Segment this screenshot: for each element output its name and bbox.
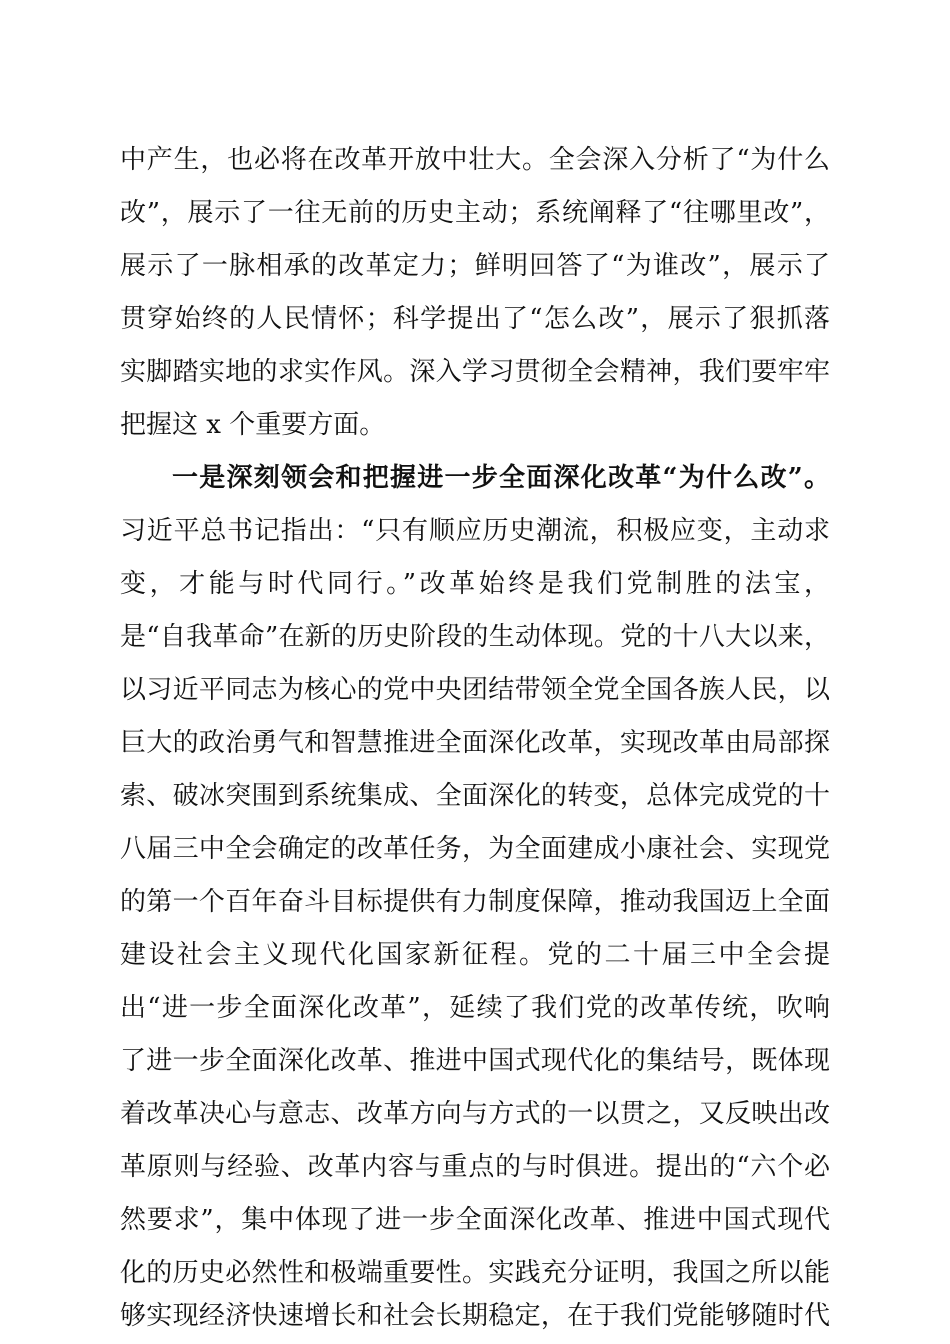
paragraph-2-line-7: 八届三中全会确定的改革任务，为全面建成小康社会、实现党 [120, 834, 830, 864]
paragraph-2-line-14: 然要求”，集中体现了进一步全面深化改革、推进中国式现代 [120, 1205, 830, 1235]
paragraph-2-line-5: 巨大的政治勇气和智慧推进全面深化改革，实现改革由局部探 [120, 728, 830, 758]
paragraph-2-line-2: 变，才能与时代同行。”改革始终是我们党制胜的法宝， [120, 569, 830, 599]
paragraph-2-line-1: 习近平总书记指出：“只有顺应历史潮流，积极应变，主动求 [120, 516, 830, 546]
paragraph-2-line-11: 了进一步全面深化改革、推进中国式现代化的集结号，既体现 [120, 1046, 830, 1076]
paragraph-2-line-3: 是“自我革命”在新的历史阶段的生动体现。党的十八大以来， [120, 622, 830, 652]
paragraph-1-line-3: 展示了一脉相承的改革定力；鲜明回答了“为谁改”，展示了 [120, 251, 830, 281]
paragraph-2-line-9: 建设社会主义现代化国家新征程。党的二十届三中全会提 [120, 940, 830, 970]
paragraph-2-line-4: 以习近平同志为核心的党中央团结带领全党全国各族人民，以 [120, 675, 830, 705]
paragraph-1-line-2: 改”，展示了一往无前的历史主动；系统阐释了“往哪里改”， [120, 198, 830, 228]
paragraph-2-line-8: 的第一个百年奋斗目标提供有力制度保障，推动我国迈上全面 [120, 887, 830, 917]
paragraph-2-line-6: 索、破冰突围到系统集成、全面深化的转变，总体完成党的十 [120, 781, 830, 811]
paragraph-1-line-1: 中产生，也必将在改革开放中壮大。全会深入分析了“为什么 [120, 145, 830, 175]
paragraph-1-line-4: 贯穿始终的人民情怀；科学提出了“怎么改”，展示了狠抓落 [120, 304, 830, 334]
paragraph-2-line-16: 够实现经济快速增长和社会长期稳定，在于我们党能够随时代 [120, 1301, 830, 1331]
paragraph-2-line-15: 化的历史必然性和极端重要性。实践充分证明，我国之所以能 [120, 1258, 830, 1288]
paragraph-1-line-5: 实脚踏实地的求实作风。深入学习贯彻全会精神，我们要牢牢 [120, 357, 830, 387]
paragraph-2-line-10: 出“进一步全面深化改革”，延续了我们党的改革传统，吹响 [120, 993, 830, 1023]
paragraph-2-line-13: 革原则与经验、改革内容与重点的与时俱进。提出的“六个必 [120, 1152, 830, 1182]
paragraph-2-heading: 一是深刻领会和把握进一步全面深化改革“为什么改”。 [172, 463, 830, 493]
paragraph-2-line-12: 着改革决心与意志、改革方向与方式的一以贯之，又反映出改 [120, 1099, 830, 1129]
paragraph-1-line-6: 把握这 x 个重要方面。 [120, 410, 386, 440]
